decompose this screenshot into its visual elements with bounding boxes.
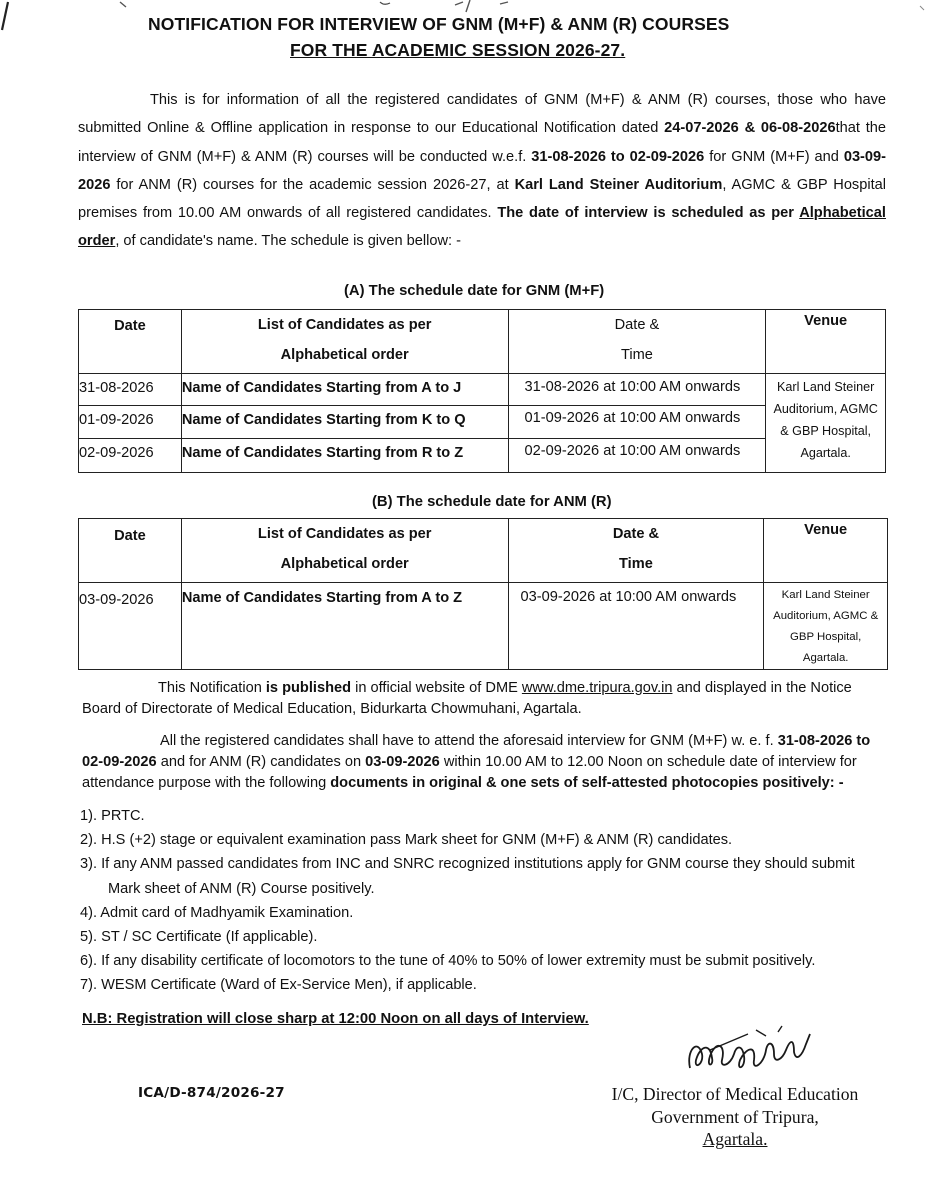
table-row (79, 374, 886, 406)
table-a-caption: (A) The schedule date for GNM (M+F) (344, 283, 605, 299)
row-date: 31-08-2026 (79, 374, 182, 406)
list-item: 1). PRTC. (80, 808, 145, 824)
venue-cell: Karl Land Steiner Auditorium, AGMC & GBP Hospital, Agartala. (764, 583, 888, 670)
schedule-table-anm (78, 518, 888, 670)
signatory-place: Agartala. (702, 1129, 768, 1149)
intro-paragraph: This is for information of all the registered candidates of GNM (M+F) & ANM (R) courses, those who have submitted Online & Offline application in response to our Educational Notification dated 24-07-2026 & 06-08-2026that the interview of GNM (M+F) & ANM (R) courses will be conducted w.e.f. 31-08-2026 to 02-09-2026 for GNM (M+F) and 03-09-2026 for ANM (R) courses for the academic session 2026-27, at Karl Land Steiner Auditorium, AGMC & GBP Hospital premises from 10.00 AM onwards of all registered candidates. The date of interview is scheduled as per Alphabetical order, of candidate's name. The schedule is given bellow: - (78, 92, 887, 250)
signatory-government: Government of Tripura, (651, 1106, 819, 1127)
row-date: 01-09-2026 (79, 406, 182, 439)
venue-cell: Karl Land Steiner Auditorium, AGMC & GBP Hospital, Agartala. (766, 374, 886, 473)
table-row (79, 583, 888, 670)
row-candidates: Name of Candidates Starting from R to Z (181, 439, 508, 473)
documents-list (80, 804, 895, 998)
row-date-time: 03-09-2026 at 10:00 AM onwards (508, 583, 764, 670)
header-candidates: List of Candidates as per Alphabetical order (181, 310, 508, 374)
table-b-caption: (B) The schedule date for ANM (R) (372, 494, 612, 510)
signature (676, 1020, 826, 1082)
table-row (79, 439, 886, 473)
row-date: 02-09-2026 (79, 439, 182, 473)
row-date-time: 01-09-2026 at 10:00 AM onwards (508, 406, 766, 439)
header-date-time: Date & Time (508, 310, 766, 374)
notice-title: NOTIFICATION FOR INTERVIEW OF GNM (M+F) & ANM (R) COURSES (148, 14, 730, 34)
list-item: 2). H.S (+2) stage or equivalent examination pass Mark sheet for GNM (M+F) & ANM (R) candidates. (80, 832, 733, 849)
reference-number: ICA/D-874/2026-27 (138, 1085, 285, 1101)
row-date-time: 31-08-2026 at 10:00 AM onwards (508, 374, 766, 406)
list-item: 4). Admit card of Madhyamik Examination. (80, 904, 354, 921)
header-date: Date (79, 310, 182, 374)
signatory-block (590, 1083, 880, 1151)
list-item: 3). If any ANM passed candidates from INC and SNRC recognized institutions apply for GNM course they should submit (80, 856, 855, 873)
list-item: Mark sheet of ANM (R) Course positively. (108, 880, 375, 897)
header-date: Date (79, 519, 182, 583)
header-venue: Venue (766, 310, 886, 374)
dme-website-link[interactable]: www.dme.tripura.gov.in (521, 680, 673, 696)
notice-subtitle: FOR THE ACADEMIC SESSION 2026-27. (290, 40, 626, 60)
list-item: 6). If any disability certificate of locomotors to the tune of 40% to 50% of lower extremity must be submit positively. (80, 953, 816, 970)
signatory-title: I/C, Director of Medical Education (611, 1084, 859, 1104)
header-date-time: Date & Time (508, 519, 764, 583)
attendance-paragraph: All the registered candidates shall have to attend the aforesaid interview for GNM (M+F) w. e. f. 31-08-2026 to 02-09-2026 and for ANM (R) candidates on 03-09-2026 within 10.00 AM to 12.00 Noon on schedule date of interview for attendance purpose with the following documents in original & one sets of self-attested photocopies positively: - (82, 733, 871, 791)
list-item: 5). ST / SC Certificate (If applicable). (80, 929, 318, 946)
row-candidates: Name of Candidates Starting from A to Z (181, 583, 508, 670)
table-row (79, 406, 886, 439)
header-candidates: List of Candidates as per Alphabetical order (181, 519, 508, 583)
row-candidates: Name of Candidates Starting from A to J (181, 374, 508, 406)
schedule-table-gnm (78, 309, 886, 473)
publish-paragraph: This Notification is published in official website of DME www.dme.tripura.gov.in and displayed in the Notice Board of Directorate of Medical Education, Bidurkarta Chowmuhani, Agartala. (82, 680, 852, 717)
list-item: 7). WESM Certificate (Ward of Ex-Service Men), if applicable. (80, 977, 477, 994)
row-date-time: 02-09-2026 at 10:00 AM onwards (508, 439, 766, 473)
row-date: 03-09-2026 (79, 583, 182, 670)
row-candidates: Name of Candidates Starting from K to Q (181, 406, 508, 439)
nb-registration-note: N.B: Registration will close sharp at 12:00 Noon on all days of Interview. (82, 1011, 589, 1027)
header-venue: Venue (764, 519, 888, 583)
